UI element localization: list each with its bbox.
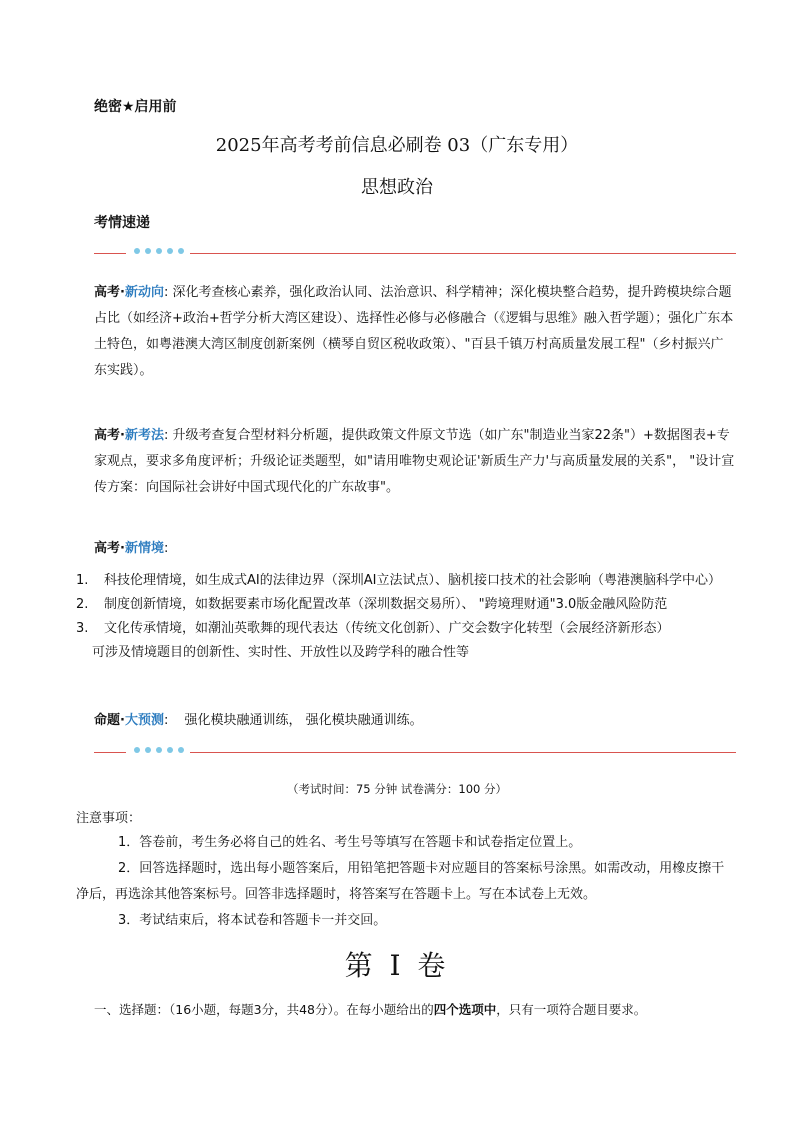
- notice-item: 2．回答选择题时，选出每小题答案后，用铅笔把答题卡对应题目的答案标号涂黑。如需改动，用橡皮擦干净后，再选涂其他答案标号。回答非选择题时，将答案写在答题卡上。写在本试卷上无效。: [76, 861, 725, 902]
- paragraph-text: 强化模块融通训练， 强化模块融通训练。: [184, 713, 423, 728]
- section-divider-bottom: [94, 746, 736, 760]
- prediction-paragraph: [94, 708, 736, 734]
- divider-line: [94, 752, 126, 753]
- subject-title: 思想政治: [361, 177, 433, 198]
- notice-item: 1．答卷前，考生务必将自己的姓名、考生号等填写在答题卡和试卷指定位置上。: [118, 835, 582, 850]
- volume-title: 第 I 卷: [344, 949, 450, 982]
- new-trend-paragraph: [94, 280, 736, 384]
- confidential-label: 绝密★启用前: [94, 99, 177, 115]
- tag-prefix: 高考·: [94, 541, 125, 556]
- tag-label: 大预测: [124, 713, 164, 728]
- divider-dot: [167, 248, 173, 254]
- tag-label: 新情境: [124, 541, 164, 556]
- item-text: 文化传承情境，如潮汕英歌舞的现代表达（传统文化创新）、广交会数字化转型（会展经济新形态）: [104, 621, 670, 636]
- divider-dot: [167, 747, 173, 753]
- divider-dot: [156, 248, 162, 254]
- new-context-heading: [94, 536, 736, 562]
- tag-prefix: 命题·: [94, 713, 125, 728]
- tag-prefix: 高考·: [94, 428, 125, 443]
- mc-intro-text: 一、选择题：（16小题，每题3分，共48分）。在每小题给出的: [94, 1002, 434, 1017]
- divider-dots: [134, 747, 184, 753]
- divider-dot: [134, 747, 140, 753]
- tag-colon: :: [163, 285, 169, 300]
- section-divider-top: [94, 247, 736, 261]
- new-context-list: [76, 569, 736, 665]
- tag-colon: :: [163, 428, 169, 443]
- list-item: [76, 617, 736, 641]
- divider-line: [190, 253, 736, 254]
- notice-heading: 注意事项：: [76, 811, 142, 826]
- divider-dots: [134, 248, 184, 254]
- exam-title: 2025年高考考前信息必刷卷 03（广东专用）: [215, 135, 579, 156]
- tag-label: 新考法: [124, 428, 164, 443]
- item-number: 3.: [76, 621, 89, 636]
- divider-dot: [134, 248, 140, 254]
- mc-intro-emphasis: 四个选项中: [433, 1002, 497, 1017]
- item-number: 1.: [76, 573, 89, 588]
- list-item: [76, 593, 736, 617]
- exam-time-info: （考试时间：75 分钟 试卷满分：100 分）: [286, 782, 508, 796]
- notice-list: [76, 830, 736, 934]
- overview-heading: 考情速递: [94, 215, 150, 231]
- new-method-paragraph: [94, 423, 736, 501]
- divider-line: [190, 752, 736, 753]
- paragraph-text: 升级考查复合型材料分析题，提供政策文件原文节选（如广东"制造业当家22条"）+数据图表+专家观点，要求多角度评析；升级论证类题型，如"请用唯物史观论证'新质生产力'与高质量发展的关系"， "设计宣传方案：向国际社会讲好中国式现代化的广东故事"。: [94, 428, 735, 495]
- divider-dot: [178, 248, 184, 254]
- paragraph-text: 深化考查核心素养，强化政治认同、法治意识、科学精神；深化模块整合趋势，提升跨模块综合题占比（如经济+政治+哲学分析大湾区建设）、选择性必修与必修融合（《逻辑与思维》融入哲学题）；强化广东本土特色，如粤港澳大湾区制度创新案例（横琴自贸区税收政策）、"百县千镇万村高质量发展工程"（乡村振兴广东实践）。: [94, 285, 734, 378]
- item-text: 制度创新情境，如数据要素市场化配置改革（深圳数据交易所）、 "跨境理财通"3.0版金融风险防范: [104, 597, 668, 612]
- notice-item: 3．考试结束后，将本试卷和答题卡一并交回。: [118, 913, 387, 928]
- tag-colon: :: [163, 541, 169, 556]
- divider-dot: [145, 248, 151, 254]
- mc-intro-end: ，只有一项符合题目要求。: [496, 1002, 647, 1017]
- tag-prefix: 高考·: [94, 285, 125, 300]
- multiple-choice-intro: [94, 1000, 646, 1018]
- divider-dot: [156, 747, 162, 753]
- item-number: 2.: [76, 597, 89, 612]
- tag-label: 新动向: [124, 285, 164, 300]
- divider-dot: [178, 747, 184, 753]
- divider-line: [94, 253, 126, 254]
- divider-dot: [145, 747, 151, 753]
- item-text: 科技伦理情境，如生成式AI的法律边界（深圳AI立法试点）、脑机接口技术的社会影响（粤港澳脑科学中心）: [104, 573, 721, 588]
- context-note: 可涉及情境题目的创新性、实时性、开放性以及跨学科的融合性等: [92, 645, 470, 660]
- tag-colon: :: [163, 713, 169, 728]
- list-item: [76, 569, 736, 593]
